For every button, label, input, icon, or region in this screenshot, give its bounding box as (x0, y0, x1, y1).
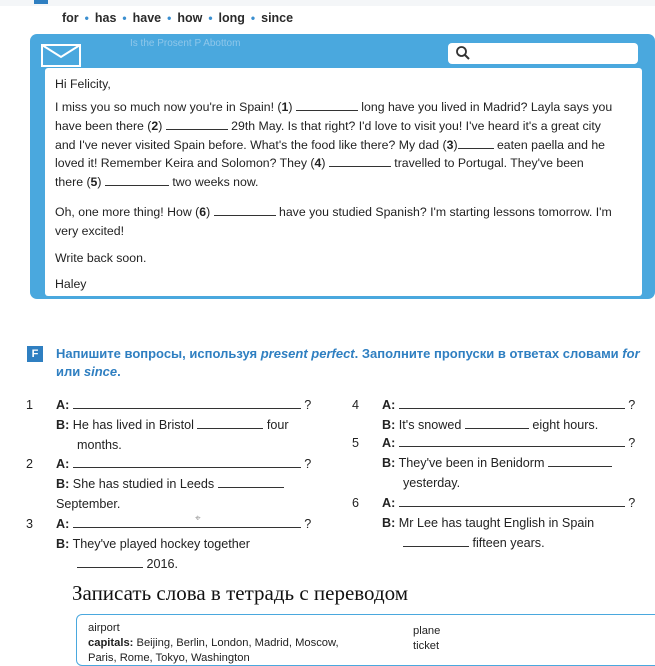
blank-1[interactable] (296, 100, 358, 111)
word-separator: • (208, 11, 213, 25)
gap-line[interactable] (465, 418, 529, 429)
search-input[interactable] (448, 43, 638, 64)
exercise-item-3: 3 A: ? B: They've played hockey together 2016. (26, 517, 312, 571)
word-long: long (218, 11, 245, 25)
email-closing: Write back soon. (55, 251, 147, 265)
word-since: since (261, 11, 294, 25)
exercise-item-4: 4 A: ? B: It's snowed eight hours. (352, 398, 636, 432)
blank-6[interactable] (214, 205, 276, 216)
faint-header-text: Is the Prosent P Abottom (130, 38, 241, 49)
section-f-badge: F (27, 346, 43, 362)
word-has: has (94, 11, 117, 25)
vocab-capitals-cont: Paris, Rome, Tokyo, Washington (88, 652, 250, 664)
exercise-item-6: 6 A: ? B: Mr Lee has taught English in Spain fifteen years. (352, 496, 636, 550)
section-badge-top (34, 0, 48, 4)
answer-line[interactable] (399, 496, 625, 507)
top-strip (0, 0, 655, 6)
email-paragraph-1: I miss you so much now you're in Spain! (1) long have you lived in Madrid? Layla says you have been there (2) 29th May. Is that right? I'd love to visit you! I've heard it's a great city and I've never visited Spain before. What's the food like there? My dad (3) eaten paella and he loved it! Remember Keira and Solomon? They (4) travelled to Portugal. They've been there (5) two weeks now. (55, 100, 613, 190)
vocab-plane: plane (413, 625, 441, 637)
search-icon[interactable] (455, 45, 471, 61)
vocab-capitals: capitals: Beijing, Berlin, London, Madrid, Moscow, (88, 637, 339, 649)
email-paragraph-2: Oh, one more thing! How (6) have you studied Spanish? I'm starting lessons tomorrow. I'm very excited! (55, 205, 612, 238)
envelope-icon (41, 44, 81, 67)
bullet-mark: • (37, 163, 41, 173)
gap-line[interactable] (77, 557, 143, 568)
blank-5[interactable] (105, 175, 169, 186)
word-have: have (132, 11, 162, 25)
blank-2[interactable] (166, 119, 228, 130)
exercise-item-1: 1 A: ? B: He has lived in Bristol four months. (26, 398, 312, 452)
blank-4[interactable] (329, 156, 391, 167)
gap-line[interactable] (548, 456, 612, 467)
answer-line[interactable] (399, 398, 625, 409)
gap-line[interactable] (403, 536, 469, 547)
exercise-item-2: 2 A: ? B: She has studied in Leeds September. (26, 457, 312, 511)
word-for: for (62, 11, 79, 25)
answer-line[interactable] (73, 457, 301, 468)
gap-line[interactable] (218, 477, 284, 488)
vocab-ticket: ticket (413, 640, 440, 652)
exercise-item-5: 5 A: ? B: They've been in Benidorm yesterday. (352, 436, 636, 490)
word-separator: • (84, 11, 89, 25)
answer-line[interactable] (73, 517, 301, 528)
word-box (62, 11, 293, 25)
answer-line[interactable] (73, 398, 301, 409)
email-greeting: Hi Felicity, (55, 77, 111, 91)
answer-line[interactable] (399, 436, 625, 447)
blank-3[interactable] (458, 138, 494, 149)
word-separator: • (167, 11, 172, 25)
vocab-airport: airport (88, 622, 120, 634)
word-separator: • (250, 11, 256, 25)
gap-line[interactable] (197, 418, 263, 429)
word-how: how (177, 11, 203, 25)
word-separator: • (122, 11, 127, 25)
cursor-mark-icon: ⌖ (195, 513, 201, 524)
caption-instruction: Записать слова в тетрадь с переводом (72, 581, 409, 605)
section-f-instructions: Напишите вопросы, используя present perfect. Заполните пропуски в ответах словами for или since. (56, 346, 640, 379)
email-signature: Haley (55, 277, 87, 291)
